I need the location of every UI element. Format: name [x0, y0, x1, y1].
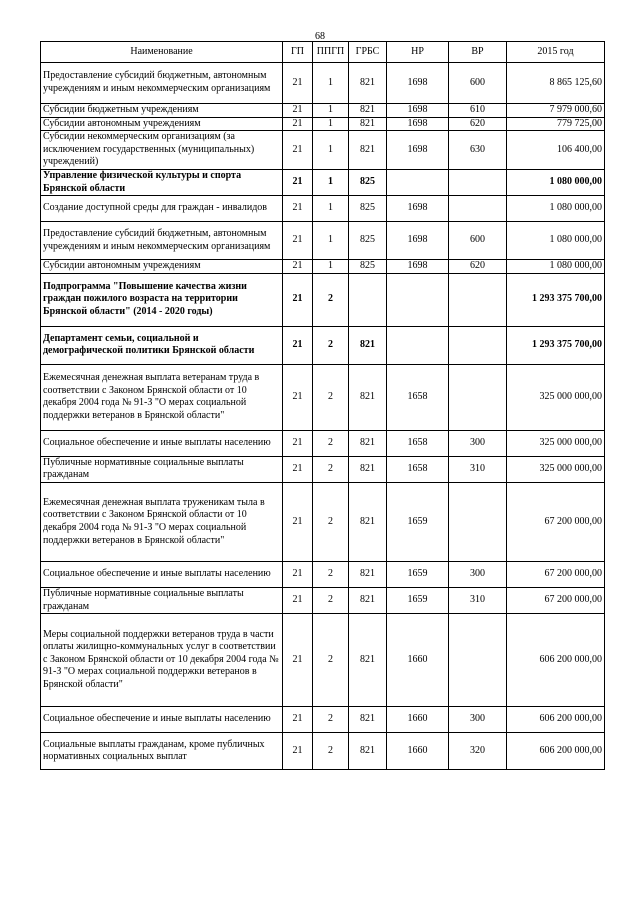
row-amount: 325 000 000,00 — [507, 430, 605, 456]
row-amount: 1 080 000,00 — [507, 222, 605, 260]
row-name: Субсидии бюджетным учреждениям — [41, 104, 283, 118]
row-name: Социальные выплаты гражданам, кроме публичных нормативных социальных выплат — [41, 733, 283, 770]
row-vr — [449, 273, 507, 326]
row-vr: 310 — [449, 587, 507, 613]
row-amount: 1 293 375 700,00 — [507, 273, 605, 326]
table-row — [41, 169, 605, 195]
row-vr: 630 — [449, 131, 507, 170]
row-grbs: 821 — [349, 456, 387, 482]
row-vr — [449, 196, 507, 222]
row-grbs — [349, 273, 387, 326]
row-nr: 1698 — [387, 222, 449, 260]
row-nr — [387, 326, 449, 364]
row-amount: 106 400,00 — [507, 131, 605, 170]
row-ppgp: 2 — [313, 587, 349, 613]
row-grbs: 821 — [349, 482, 387, 561]
row-gp: 21 — [283, 364, 313, 430]
row-nr: 1659 — [387, 587, 449, 613]
row-ppgp: 2 — [313, 273, 349, 326]
row-grbs: 821 — [349, 364, 387, 430]
row-name: Публичные нормативные социальные выплаты гражданам — [41, 587, 283, 613]
row-amount: 67 200 000,00 — [507, 482, 605, 561]
page-number: 68 — [315, 31, 325, 42]
row-vr: 300 — [449, 430, 507, 456]
row-gp: 21 — [283, 222, 313, 260]
row-nr: 1698 — [387, 131, 449, 170]
table-row — [41, 430, 605, 456]
row-amount: 7 979 000,60 — [507, 104, 605, 118]
col-header-name: Наименование — [41, 42, 283, 63]
table-row — [41, 104, 605, 118]
row-nr: 1658 — [387, 456, 449, 482]
table-row — [41, 364, 605, 430]
col-header-nr: НР — [387, 42, 449, 63]
row-nr: 1660 — [387, 733, 449, 770]
table-row — [41, 482, 605, 561]
col-header-year: 2015 год — [507, 42, 605, 63]
col-header-vr: ВР — [449, 42, 507, 63]
row-gp: 21 — [283, 169, 313, 195]
row-vr — [449, 482, 507, 561]
row-amount: 779 725,00 — [507, 117, 605, 131]
row-ppgp: 2 — [313, 561, 349, 587]
row-vr — [449, 169, 507, 195]
row-gp: 21 — [283, 456, 313, 482]
row-ppgp: 1 — [313, 260, 349, 274]
row-ppgp: 1 — [313, 104, 349, 118]
row-ppgp: 2 — [313, 707, 349, 733]
row-gp: 21 — [283, 63, 313, 104]
row-grbs: 821 — [349, 63, 387, 104]
row-gp: 21 — [283, 430, 313, 456]
row-grbs: 821 — [349, 104, 387, 118]
row-ppgp: 2 — [313, 733, 349, 770]
table-row — [41, 131, 605, 170]
row-name: Публичные нормативные социальные выплаты гражданам — [41, 456, 283, 482]
row-name: Предоставление субсидий бюджетным, автономным учреждениям и иным некоммерческим организациям — [41, 222, 283, 260]
row-gp: 21 — [283, 117, 313, 131]
table-row — [41, 117, 605, 131]
row-ppgp: 2 — [313, 456, 349, 482]
row-ppgp: 2 — [313, 364, 349, 430]
row-gp: 21 — [283, 482, 313, 561]
row-grbs: 825 — [349, 260, 387, 274]
table-row — [41, 326, 605, 364]
row-nr: 1658 — [387, 364, 449, 430]
row-nr: 1660 — [387, 707, 449, 733]
row-gp: 21 — [283, 196, 313, 222]
row-gp: 21 — [283, 104, 313, 118]
row-gp: 21 — [283, 733, 313, 770]
row-grbs: 825 — [349, 196, 387, 222]
row-name: Социальное обеспечение и иные выплаты населению — [41, 707, 283, 733]
row-amount: 606 200 000,00 — [507, 614, 605, 707]
row-ppgp: 2 — [313, 614, 349, 707]
row-name: Управление физической культуры и спорта Брянской области — [41, 169, 283, 195]
row-vr: 300 — [449, 707, 507, 733]
row-name: Подпрограмма "Повышение качества жизни граждан пожилого возраста на территории Брянской области" (2014 - 2020 годы) — [41, 273, 283, 326]
table-row — [41, 273, 605, 326]
row-gp: 21 — [283, 273, 313, 326]
table-row — [41, 456, 605, 482]
row-ppgp: 2 — [313, 430, 349, 456]
row-amount: 606 200 000,00 — [507, 733, 605, 770]
row-amount: 1 080 000,00 — [507, 260, 605, 274]
row-grbs: 821 — [349, 587, 387, 613]
table-row — [41, 614, 605, 707]
row-name: Предоставление субсидий бюджетным, автономным учреждениям и иным некоммерческим организациям — [41, 63, 283, 104]
table-row — [41, 222, 605, 260]
col-header-gp: ГП — [283, 42, 313, 63]
row-name: Создание доступной среды для граждан - инвалидов — [41, 196, 283, 222]
row-vr: 600 — [449, 222, 507, 260]
row-amount: 67 200 000,00 — [507, 561, 605, 587]
row-ppgp: 1 — [313, 196, 349, 222]
row-vr: 310 — [449, 456, 507, 482]
table-row — [41, 587, 605, 613]
row-vr: 610 — [449, 104, 507, 118]
row-name: Социальное обеспечение и иные выплаты населению — [41, 430, 283, 456]
row-name: Субсидии автономным учреждениям — [41, 260, 283, 274]
row-vr: 300 — [449, 561, 507, 587]
row-grbs: 821 — [349, 614, 387, 707]
row-gp: 21 — [283, 326, 313, 364]
row-vr: 320 — [449, 733, 507, 770]
row-name: Ежемесячная денежная выплата ветеранам труда в соответствии с Законом Брянской области от 10 декабря 2004 года № 91-З "О мерах социальной поддержки ветеранов в Брянской области" — [41, 364, 283, 430]
row-ppgp: 2 — [313, 482, 349, 561]
row-name: Департамент семьи, социальной и демографической политики Брянской области — [41, 326, 283, 364]
row-amount: 325 000 000,00 — [507, 456, 605, 482]
row-grbs: 821 — [349, 733, 387, 770]
row-vr — [449, 364, 507, 430]
row-name: Субсидии автономным учреждениям — [41, 117, 283, 131]
row-gp: 21 — [283, 587, 313, 613]
table-row — [41, 196, 605, 222]
row-amount: 606 200 000,00 — [507, 707, 605, 733]
table-row — [41, 63, 605, 104]
row-nr: 1698 — [387, 63, 449, 104]
row-vr: 620 — [449, 117, 507, 131]
row-ppgp: 2 — [313, 326, 349, 364]
table-row — [41, 260, 605, 274]
row-nr: 1660 — [387, 614, 449, 707]
row-name: Социальное обеспечение и иные выплаты населению — [41, 561, 283, 587]
row-amount: 1 080 000,00 — [507, 169, 605, 195]
row-nr: 1659 — [387, 482, 449, 561]
row-vr — [449, 614, 507, 707]
table-row — [41, 707, 605, 733]
row-vr: 600 — [449, 63, 507, 104]
row-ppgp: 1 — [313, 222, 349, 260]
row-ppgp: 1 — [313, 63, 349, 104]
row-nr: 1698 — [387, 117, 449, 131]
table-header-row — [41, 42, 605, 63]
row-nr — [387, 273, 449, 326]
row-amount: 1 080 000,00 — [507, 196, 605, 222]
row-gp: 21 — [283, 707, 313, 733]
col-header-ppgp: ППГП — [313, 42, 349, 63]
row-name: Меры социальной поддержки ветеранов труда в части оплаты жилищно-коммунальных услуг в соответствии с Законом Брянской области от 10 декабря 2004 года № 91-З "О мерах социальной поддержки ветеранов в Брянской области" — [41, 614, 283, 707]
row-name: Субсидии некоммерческим организациям (за исключением государственных (муниципальных) учреждений) — [41, 131, 283, 170]
row-amount: 1 293 375 700,00 — [507, 326, 605, 364]
row-ppgp: 1 — [313, 131, 349, 170]
row-grbs: 825 — [349, 222, 387, 260]
row-vr: 620 — [449, 260, 507, 274]
budget-table — [40, 41, 605, 770]
row-gp: 21 — [283, 614, 313, 707]
row-grbs: 821 — [349, 326, 387, 364]
row-nr: 1659 — [387, 561, 449, 587]
row-nr: 1698 — [387, 104, 449, 118]
row-amount: 8 865 125,60 — [507, 63, 605, 104]
col-header-grbs: ГРБС — [349, 42, 387, 63]
row-grbs: 821 — [349, 561, 387, 587]
row-amount: 67 200 000,00 — [507, 587, 605, 613]
row-gp: 21 — [283, 260, 313, 274]
row-grbs: 821 — [349, 117, 387, 131]
row-grbs: 821 — [349, 430, 387, 456]
table-row — [41, 561, 605, 587]
row-gp: 21 — [283, 561, 313, 587]
row-gp: 21 — [283, 131, 313, 170]
row-grbs: 821 — [349, 131, 387, 170]
row-nr — [387, 169, 449, 195]
row-nr: 1698 — [387, 260, 449, 274]
row-grbs: 825 — [349, 169, 387, 195]
row-ppgp: 1 — [313, 169, 349, 195]
row-nr: 1658 — [387, 430, 449, 456]
row-vr — [449, 326, 507, 364]
row-nr: 1698 — [387, 196, 449, 222]
table-row — [41, 733, 605, 770]
row-grbs: 821 — [349, 707, 387, 733]
row-amount: 325 000 000,00 — [507, 364, 605, 430]
row-ppgp: 1 — [313, 117, 349, 131]
row-name: Ежемесячная денежная выплата труженикам тыла в соответствии с Законом Брянской области от 10 декабря 2004 года № 91-З "О мерах социальной поддержки ветеранов в Брянской области" — [41, 482, 283, 561]
